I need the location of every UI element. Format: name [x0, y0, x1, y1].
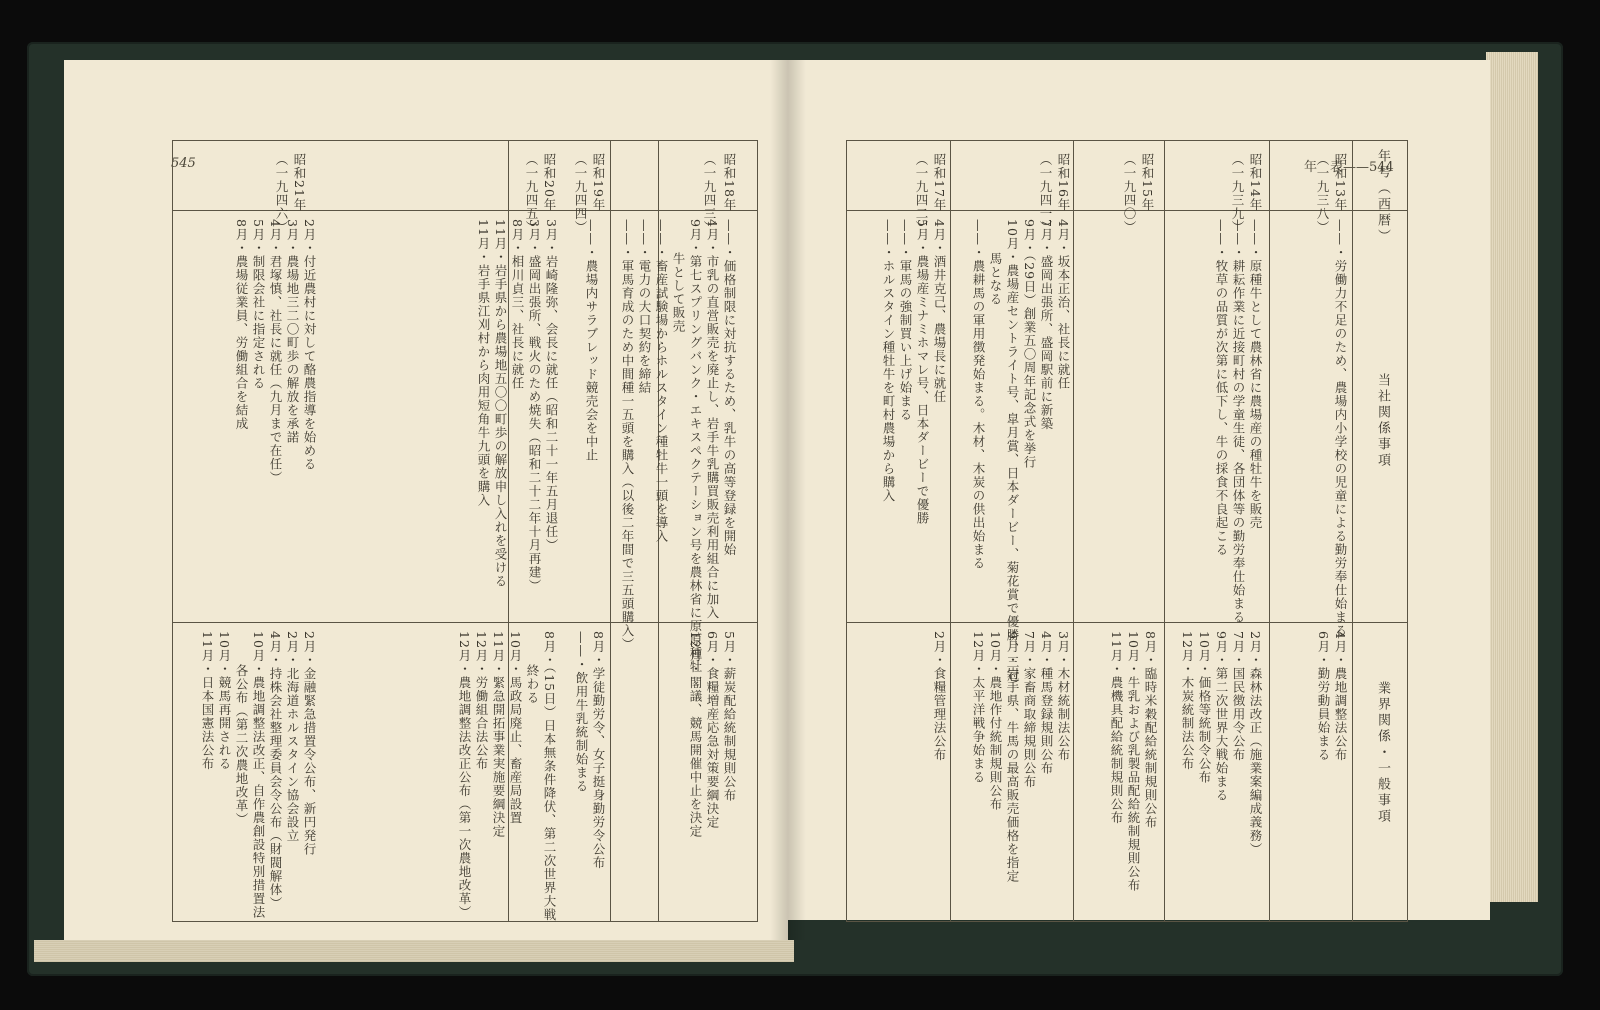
- company-event: 5月・制限会社に指定される: [251, 219, 266, 390]
- industry-event: 10月・農地調整法改正、自作農創設特別措置法: [251, 631, 266, 919]
- industry-event: 8月・学徒勤労令、女子挺身勤労令公布: [591, 631, 606, 870]
- industry-event: 6月・勤労動員始まる: [1316, 631, 1331, 762]
- industry-event: 12月・労働組合法公布: [474, 631, 489, 771]
- company-event: 7月・盛岡出張所、盛岡駅前に新築: [1039, 219, 1054, 431]
- era-label: 昭和13年: [1333, 153, 1348, 212]
- year-label: （一九四四）: [573, 153, 588, 234]
- industry-event: ——・飲用牛乳統制始まる: [574, 631, 589, 793]
- company-event: 3月・岩崎隆弥、会長に就任（昭和二十一年五月退任）: [544, 219, 559, 552]
- era-label: 昭和20年: [542, 153, 557, 212]
- industry-event: 8月・臨時米穀配給統制規則公布: [1143, 631, 1158, 829]
- company-event: 8月・相川貞三、社長に就任: [510, 219, 525, 390]
- industry-event: 10月・農地作付統制規則公布: [988, 631, 1003, 811]
- industry-event: 11月・日本国憲法公布: [200, 631, 215, 771]
- industry-event: 2月・森林法改正（施業案編成義務）: [1248, 631, 1263, 856]
- industry-event: 9月・岩手県、牛馬の最高販売価格を指定: [1005, 631, 1020, 883]
- company-event: ——・電力の大口契約を締結: [637, 219, 652, 395]
- company-event: 4月・市乳の直営販売を廃止し、岩手牛乳購買販売利用組合に加入: [705, 219, 720, 620]
- industry-event: 2月・食糧管理法公布: [932, 631, 947, 762]
- industry-event: 2月・北海道ホルスタイン協会設立: [285, 631, 300, 843]
- industry-event: 12月・太平洋戦争始まる: [971, 631, 986, 784]
- year-label: （一九四二）: [914, 153, 929, 234]
- company-event: 2月・付近農村に対して酪農指導を始める: [302, 219, 317, 471]
- industry-event: 12月・閣議、競馬開催中止を決定: [688, 631, 703, 838]
- company-event: ——・軍馬育成のため中間種一五頭を購入（以後二年間で三五頭購入）: [620, 219, 635, 651]
- company-event: ——・軍馬の強制買い上げ始まる: [898, 219, 913, 422]
- company-event: 5月・農場産ミナミホマレ号、日本ダービーで優勝: [915, 219, 930, 525]
- era-label: 昭和14年: [1248, 153, 1263, 212]
- company-event: 11月・岩手県から農場地五〇〇町歩の解放申し入れを受ける: [493, 219, 508, 588]
- industry-event: 3月・木材統制法公布: [1056, 631, 1071, 762]
- industry-event: 9月・第二次世界大戦始まる: [1214, 631, 1229, 802]
- year-label: （一九四〇）: [1122, 153, 1137, 234]
- industry-event: 7月・国民徴用令公布: [1231, 631, 1246, 762]
- year-label: （一九三九）: [1230, 153, 1245, 234]
- era-label: 昭和18年: [722, 153, 737, 212]
- industry-event: 6月・食糧増産応急対策要綱決定: [705, 631, 720, 829]
- company-event: 牛として販売: [671, 252, 686, 333]
- year-label: （一九四五）: [524, 153, 539, 234]
- page-number: 545: [171, 156, 196, 171]
- book-gutter: [770, 60, 806, 940]
- industry-event: 12月・農地調整法改正公布（第一次農地改革）: [457, 631, 472, 919]
- company-event: 馬となる: [988, 252, 1003, 306]
- era-label: 昭和16年: [1056, 153, 1071, 212]
- page-edges: [1486, 52, 1538, 902]
- company-event: ——・農場内サラブレッド競売会を中止: [584, 219, 599, 462]
- company-event: ——・価格制限に対抗するため、乳牛の高等登録を開始: [722, 219, 737, 557]
- company-event: 3月・農場地三二〇町歩の解放を承諾: [285, 219, 300, 444]
- industry-event: 10月・価格等統制令公布: [1197, 631, 1212, 784]
- company-event: 3月・盛岡出張所、戦火のため焼失（昭和二十二年十月再建）: [527, 219, 542, 593]
- era-label: 昭和15年: [1140, 153, 1155, 212]
- industry-event: 12月・木炭統制法公布: [1180, 631, 1195, 771]
- company-event: ——・労働力不足のため、農場内小学校の児童による勤労奉仕始まる: [1333, 219, 1348, 638]
- company-event: ——・原種牛として農林省に農場産の種牡牛を販売: [1248, 219, 1263, 530]
- era-label: 昭和17年: [932, 153, 947, 212]
- header-company: 当社関係事項: [1375, 373, 1390, 469]
- industry-event: 7月・家畜商取締規則公布: [1022, 631, 1037, 789]
- running-head: 年 表——544: [1304, 160, 1394, 175]
- era-label: 昭和21年: [292, 153, 307, 212]
- industry-event: 4月・農地調整法公布: [1333, 631, 1348, 762]
- company-event: ——・耕耘作業に近接町村の学童生徒、各団体等の勤労奉仕始まる: [1231, 219, 1246, 624]
- timeline-table: [172, 140, 758, 922]
- timeline-table: [846, 140, 1408, 922]
- industry-event: 10月・競馬再開される: [217, 631, 232, 771]
- header-industry: 業界関係・一般事項: [1375, 681, 1390, 825]
- year-label: （一九四一）: [1038, 153, 1053, 234]
- company-event: 4月・酒井克己、農場長に就任: [932, 219, 947, 404]
- company-event: 9月・（29日）創業五〇周年記念式を挙行: [1022, 219, 1037, 470]
- year-label: （一九三八）: [1315, 153, 1330, 234]
- company-event: 10月・農場産セントライト号、皐月賞、日本ダービー、菊花賞で優勝、三冠: [1005, 219, 1020, 683]
- year-label: （一九四六）: [274, 153, 289, 234]
- left-page: [64, 60, 788, 940]
- era-label: 昭和19年: [591, 153, 606, 212]
- company-event: 9月・第七スプリングバンク・エキスペクテーション号を農林省に原原種牡: [688, 219, 703, 674]
- company-event: ——・農耕馬の軍用徴発始まる。木材、木炭の供出始まる: [971, 219, 986, 570]
- industry-event: 8月・（15日）日本無条件降伏、第二次世界大戦: [542, 631, 557, 922]
- company-event: ——・牧草の品質が次第に低下し、牛の採食不良起こる: [1214, 219, 1229, 557]
- company-event: 4月・坂本正治、社長に就任: [1056, 219, 1071, 390]
- company-event: ——・ホルスタイン種牡牛を町村農場から購入: [881, 219, 896, 503]
- header-year: 年号（西暦）: [1375, 149, 1390, 245]
- company-event: 11月・岩手県江刈村から肉用短角牛九頭を購入: [476, 219, 491, 507]
- year-label: （一九四三）: [702, 153, 717, 234]
- right-page: [788, 60, 1490, 920]
- industry-event: 10月・馬政局廃止、畜産局設置: [508, 631, 523, 825]
- company-event: ——・畜産試験場からホルスタイン種牡牛一頭を導入: [654, 219, 669, 543]
- industry-event: 11月・農機具配給統制規則公布: [1109, 631, 1124, 825]
- industry-event: 11月・緊急開拓事業実施要綱決定: [491, 631, 506, 838]
- page-edges-bottom: [34, 940, 794, 962]
- industry-event: 10月・牛乳および乳製品配給統制規則公布: [1126, 631, 1141, 892]
- industry-event: 5月・薪炭配給統制規則公布: [722, 631, 737, 802]
- industry-event: 4月・種馬登録規則公布: [1039, 631, 1054, 775]
- company-event: 8月・農場従業員、労働組合を結成: [234, 219, 249, 431]
- industry-event: 終わる: [525, 664, 540, 705]
- industry-event: 4月・持株会社整理委員会令公布（財閥解体）: [268, 631, 283, 910]
- company-event: 4月・君塚慎、社長に就任（九月まで在任）: [268, 219, 283, 485]
- industry-event: 2月・金融緊急措置令公布、新円発行: [302, 631, 317, 856]
- industry-event: 各公布（第二次農地改革）: [234, 664, 249, 826]
